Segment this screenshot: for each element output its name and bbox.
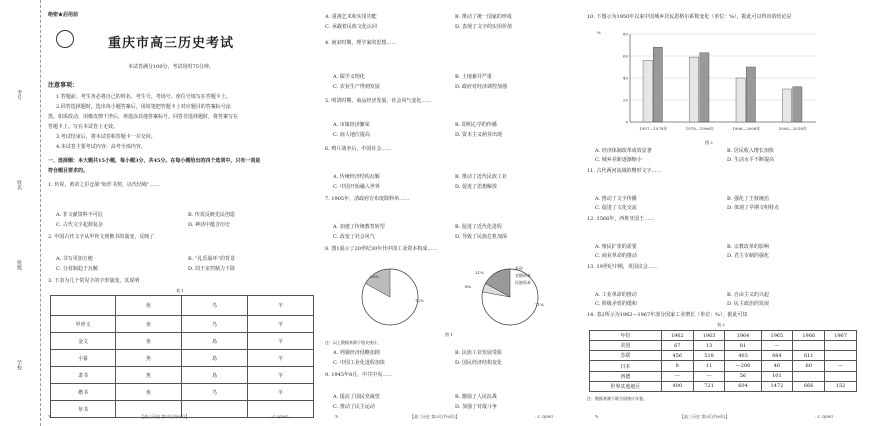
q12-option-a: A. 殖民扩张的需要 xyxy=(595,244,637,250)
table-header-cell: 1966 xyxy=(793,331,825,341)
q5-option-b: B. 阳明心学的传播 xyxy=(455,122,497,128)
table-row xyxy=(590,371,857,381)
question-2: 2. 中国古代文字从甲骨文到楷书的演变，反映了 xyxy=(48,234,155,240)
table-row xyxy=(590,351,857,361)
pie-legend-item: 民族资本 xyxy=(515,280,531,285)
gutter-label-exam-no: 考号 xyxy=(16,90,22,100)
x-tick-label: 2008—2018年 xyxy=(778,126,807,131)
pie-label: 21% xyxy=(475,270,484,275)
table-row xyxy=(590,341,857,351)
footer-edit-icon: ✎ xyxy=(335,414,339,419)
bar xyxy=(643,60,652,122)
gutter-label-name: 姓名 xyxy=(16,180,22,190)
table-cell: 81 xyxy=(725,341,761,351)
question-10: 10. 下图示为1950年以来中国城乡居民恩格尔系数变化（单位：%），据此可以得出的结论是 xyxy=(587,14,792,20)
table-cell: 152 xyxy=(825,381,857,391)
bar xyxy=(746,67,755,122)
table-cell: 403 xyxy=(725,351,761,361)
industry-table xyxy=(589,330,857,392)
table-cell: —206 xyxy=(725,361,761,371)
bar xyxy=(783,89,792,122)
table-row xyxy=(51,367,314,384)
q8-option-d: D. 国民经济结构变化 xyxy=(455,360,503,366)
glyph-cell: 鳥 xyxy=(182,367,248,384)
table-row xyxy=(51,316,314,333)
table-2-title: 表 2 xyxy=(717,322,725,327)
question-1: 1. 传说，黄帝之臣仓颉“始作书契，以代结绳”…… xyxy=(48,182,160,188)
figure-2-caption: 图 2 xyxy=(705,140,713,145)
q12-option-c: C. 商业革命的推动 xyxy=(595,253,637,259)
exam-title: 重庆市高三历史考试 xyxy=(108,36,235,51)
table-cell: 611 xyxy=(793,351,825,361)
chart-unit-label: % xyxy=(597,30,601,35)
gutter-label-class: 班级 xyxy=(16,260,22,270)
question-3: 3. 下表为几个常见字的字形演变，其说明 xyxy=(48,278,140,284)
table-cell: 苏联 xyxy=(590,351,662,361)
page-3-footer: 【高三历史 第3页(共6页)】 xyxy=(680,414,730,419)
table-row xyxy=(590,381,857,391)
table-cell: 604 xyxy=(725,381,761,391)
option: B. 推动了统一国家的形成 xyxy=(455,14,512,20)
q5-option-a: A. 市镇经济繁荣 xyxy=(333,122,370,128)
y-tick-label: 60 xyxy=(622,53,628,59)
question-14: 14. 表2所示为1962—1967年部分国家工业增长（单位：%），据此可知 xyxy=(587,312,748,318)
table-header-cell: 1964 xyxy=(725,331,761,341)
table-cell: — xyxy=(761,341,793,351)
q2-option-b: B. “礼乐崩坏”的背景 xyxy=(188,256,235,262)
question-11: 11. 古代两河流域的楔形文字…… xyxy=(587,168,662,174)
glyph-cell: 鱼 xyxy=(116,333,182,350)
q1-option-c: C. 古代文字起源复杂 xyxy=(56,222,103,228)
glyph-cell: 魚 xyxy=(116,350,182,367)
row-label: 金文 xyxy=(51,333,116,350)
page-1-footer-code: · C QING · xyxy=(270,414,291,419)
bar xyxy=(700,53,709,122)
glyph-cell: 羊 xyxy=(248,296,314,316)
q13-option-d: D. 民主政治的发展 xyxy=(727,301,770,307)
glyph-cell: 鸟 xyxy=(182,384,248,401)
question-6: 6. 鸦片战争后，中国社会…… xyxy=(325,146,392,152)
q1-option-b: B. 传说反映先民创造 xyxy=(188,212,235,218)
table-header-cell: 1963 xyxy=(693,331,725,341)
q7-option-b: B. 促进了近代化进程 xyxy=(455,224,502,230)
page-1-footer: 【高三历史 第1页(共6页)】 xyxy=(140,414,190,419)
q7-option-d: D. 导致了民族危机加深 xyxy=(455,234,508,240)
option: C. 承载着民族文化认同 xyxy=(325,24,377,30)
pie-legend-item: 官僚资本 xyxy=(515,273,531,278)
page-1-column xyxy=(48,12,318,412)
q1-option-a: A. 非文献资料不可信 xyxy=(56,212,103,218)
table-cell: 日本 xyxy=(590,361,662,371)
q6-option-c: C. 中国开始融入世界 xyxy=(333,184,380,190)
row-label: 隶书 xyxy=(51,367,116,384)
q2-option-d: D. 周王室控制力下降 xyxy=(188,266,236,272)
glyph-cell: 鱼 xyxy=(116,316,182,333)
q9-option-b: B. 激励了人民抗战 xyxy=(455,394,497,400)
q4-option-d: D. 政府对经济调控加强 xyxy=(455,84,508,90)
table-row xyxy=(51,350,314,367)
table-cell: 1472 xyxy=(761,381,793,391)
q8-option-c: C. 中国工业化进程加快 xyxy=(333,360,385,366)
row-label: 小篆 xyxy=(51,350,116,367)
q5-option-d: D. 资本主义萌芽出现 xyxy=(455,132,503,138)
row-label: 甲骨文 xyxy=(51,316,116,333)
table-cell: 67 xyxy=(661,341,693,351)
confidential-tag: 绝密★启用前 xyxy=(48,12,79,18)
figure-1-caption: 图 1 xyxy=(445,332,453,337)
table-2-note: 注：数据来源于联合国统计年鉴。 xyxy=(587,396,647,401)
glyph-table xyxy=(50,295,314,418)
table-cell xyxy=(793,371,825,381)
row-label: 草书 xyxy=(51,401,116,418)
note-line: 2.回答选择题时，选出每小题答案后，用铅笔把答题卡上对应题目的答案标号涂 xyxy=(56,104,231,110)
q11-option-c: C. 促进了文化交流 xyxy=(595,205,637,211)
y-tick-label: 40 xyxy=(622,75,628,81)
pie-legend-item: 外资 xyxy=(515,266,523,271)
school-logo-icon xyxy=(56,30,74,48)
note-line: 3.考试结束后，将本试卷和答题卡一并交回。 xyxy=(56,134,156,140)
table-cell: — xyxy=(661,371,693,381)
q4-option-a: A. 儒学义理化 xyxy=(333,74,365,80)
glyph-cell: 魚 xyxy=(116,367,182,384)
table-cell: 46 xyxy=(761,361,793,371)
note-line: 黑。如需改动，用橡皮擦干净后，再选涂其他答案标号。回答非选择题时，将答案写在 xyxy=(48,114,239,120)
question-13: 13. 19世纪中期，英国议会…… xyxy=(587,264,658,270)
table-row xyxy=(51,333,314,350)
q11-option-d: D. 体现了早期文明特点 xyxy=(727,205,780,211)
glyph-cell: 羊 xyxy=(248,333,314,350)
pie-charts-figure xyxy=(345,262,565,332)
q6-option-a: A. 传统经济结构瓦解 xyxy=(333,174,380,180)
q13-option-c: C. 阶级矛盾的缓和 xyxy=(595,301,637,307)
glyph-cell xyxy=(182,401,248,418)
bar xyxy=(653,47,662,122)
glyph-cell: 羊 xyxy=(248,316,314,333)
footer-edit-icon: ✎ xyxy=(595,414,599,419)
table-cell: 666 xyxy=(793,381,825,391)
q9-option-c: C. 推动了民主运动 xyxy=(333,404,375,410)
pie-label: 72% xyxy=(415,298,424,303)
q4-option-c: C. 农业生产得到发展 xyxy=(333,84,380,90)
q6-option-b: B. 推动了近代民族工业 xyxy=(455,174,507,180)
q6-option-d: D. 促进了思想解放 xyxy=(455,184,498,190)
table-cell: 60 xyxy=(793,361,825,371)
q8-option-b: B. 民族工业发展受阻 xyxy=(455,350,502,356)
table-cell xyxy=(825,371,857,381)
row-label: 楷书 xyxy=(51,384,116,401)
table-header-cell: 1965 xyxy=(761,331,793,341)
table-header-cell xyxy=(51,296,116,316)
table-cell: 101 xyxy=(761,371,793,381)
table-cell: 884 xyxy=(761,351,793,361)
table-cell: 56 xyxy=(725,371,761,381)
table-header-cell: 1962 xyxy=(661,331,693,341)
table-cell: 西德 xyxy=(590,371,662,381)
q7-option-a: A. 加速了传统教育转型 xyxy=(333,224,385,230)
q10-option-c: C. 城乡差距逐渐缩小 xyxy=(595,157,642,163)
table-cell: 8 xyxy=(661,361,693,371)
glyph-cell: 羊 xyxy=(248,384,314,401)
section-heading-cont: 符合题目要求的。 xyxy=(48,168,89,174)
page-3-footer-code: · C QING · xyxy=(815,414,836,419)
bar xyxy=(736,78,745,122)
q12-option-b: B. 宗教改革的影响 xyxy=(727,244,769,250)
q9-option-d: D. 加强了对敌斗争 xyxy=(455,404,498,410)
page-2-footer-code: · C QING · xyxy=(535,414,556,419)
engel-coefficient-chart xyxy=(612,28,822,138)
q11-option-b: B. 强化了王权统治 xyxy=(727,196,769,202)
table-cell xyxy=(825,341,857,351)
table-row xyxy=(51,384,314,401)
glyph-cell: 鸟 xyxy=(182,296,248,316)
q9-option-a: A. 提高了国民党威望 xyxy=(333,394,380,400)
q1-option-d: D. 神话中蕴含历史 xyxy=(188,222,231,228)
glyph-cell: 鳥 xyxy=(182,333,248,350)
gutter-label-school: 学校 xyxy=(16,360,22,370)
page-3-column xyxy=(587,12,862,412)
q2-option-a: A. 书写更加方便 xyxy=(56,256,93,262)
pie-label: 28% xyxy=(370,274,379,279)
option: D. 表现了文字的实用价值 xyxy=(455,24,513,30)
q11-option-a: A. 推动了文字传播 xyxy=(595,196,637,202)
q2-option-c: C. 分封制趋于瓦解 xyxy=(56,266,98,272)
glyph-cell: 鱼 xyxy=(116,384,182,401)
table-header-cell: 年份 xyxy=(590,331,662,341)
pie-label: 8% xyxy=(465,284,472,289)
q8-option-a: A. 列强经济侵略加剧 xyxy=(333,350,380,356)
table-row xyxy=(590,361,857,371)
y-tick-label: 80 xyxy=(622,31,628,37)
q10-option-a: A. 经济体制改革成效显著 xyxy=(595,148,652,154)
q7-option-c: C. 改变了社会风气 xyxy=(333,234,375,240)
binding-gutter xyxy=(0,0,41,426)
note-line: 1.答题前，考生务必将自己的姓名、考生号、考场号、座位号填写在答题卡上。 xyxy=(56,94,231,100)
x-tick-label: 1978—1996年 xyxy=(685,126,714,131)
question-5: 5. 明清时期，商品经济发展，社会风气变化…… xyxy=(325,98,432,104)
exam-subtitle: 本试卷满分100分，考试用时75分钟。 xyxy=(128,64,214,70)
table-row xyxy=(51,296,314,316)
bar xyxy=(690,57,699,122)
glyph-cell: 鸟 xyxy=(182,316,248,333)
pie-note: 注：以上数据来源于相关统计。 xyxy=(325,340,381,345)
table-cell: 518 xyxy=(693,351,725,361)
table-cell: 456 xyxy=(661,351,693,361)
glyph-cell: 羊 xyxy=(248,367,314,384)
x-tick-label: 1996—2008年 xyxy=(732,126,761,131)
table-header-row xyxy=(590,331,857,341)
q10-option-d: D. 生活水平不断提高 xyxy=(727,157,775,163)
q10-option-b: B. 居民收入增长加快 xyxy=(727,148,774,154)
table-cell: 美国 xyxy=(590,341,662,351)
table-cell xyxy=(825,351,857,361)
section-heading: 一、选择题：本大题共15小题，每小题3分，共45分。在每小题给出的四个选项中，只有一项是 xyxy=(48,158,261,164)
table-1-title: 表 1 xyxy=(176,288,184,293)
q13-option-a: A. 工业革命的推动 xyxy=(595,292,637,298)
table-header-cell: 1967 xyxy=(825,331,857,341)
q12-option-d: D. 君主专制的强化 xyxy=(727,253,770,259)
table-cell: 13 xyxy=(693,341,725,351)
question-12: 12. 1566年，西班牙国王…… xyxy=(587,216,655,222)
note-line: 答题卡上。写在本试卷上无效。 xyxy=(48,124,119,130)
page-2-footer: 【高三历史 第2页(共6页)】 xyxy=(410,414,460,419)
table-cell: — xyxy=(693,371,725,381)
table-cell xyxy=(793,341,825,351)
question-4: 4. 南宋时期，理学家的思想…… xyxy=(325,40,397,46)
table-cell: 世界其他地区 xyxy=(590,381,662,391)
notes-title: 注意事项： xyxy=(48,82,79,89)
q4-option-b: B. 土地兼并严重 xyxy=(455,74,492,80)
table-cell: 721 xyxy=(693,381,725,391)
note-line: 4.本试卷主要考试内容：高考全部内容。 xyxy=(56,144,146,150)
option: A. 重视艺术和实用功能 xyxy=(325,14,377,20)
bar xyxy=(793,87,802,122)
table-cell: 400 xyxy=(661,381,693,391)
glyph-cell: 鱼 xyxy=(116,296,182,316)
y-tick-label: 20 xyxy=(622,97,628,103)
footer-edit-icon: ✎ xyxy=(48,414,52,419)
x-tick-label: 1957—1978年 xyxy=(639,126,668,131)
pie-label: 71% xyxy=(535,302,544,307)
q13-option-b: B. 自由主义的兴起 xyxy=(727,292,769,298)
glyph-cell: 羊 xyxy=(248,350,314,367)
page-2-column xyxy=(325,12,580,412)
question-9: 9. 1945年8月，中共中央…… xyxy=(325,372,393,378)
table-cell: — xyxy=(825,361,857,371)
q5-option-c: C. 商人地位提高 xyxy=(333,132,370,138)
y-tick-label: 0 xyxy=(625,119,628,125)
glyph-cell: 鳥 xyxy=(182,350,248,367)
table-cell: 11 xyxy=(693,361,725,371)
question-8: 8. 图1展示了20世纪30年代中国工业资本构成…… xyxy=(325,246,438,252)
question-7: 7. 1905年，清政府宣布废除科举…… xyxy=(325,196,410,202)
